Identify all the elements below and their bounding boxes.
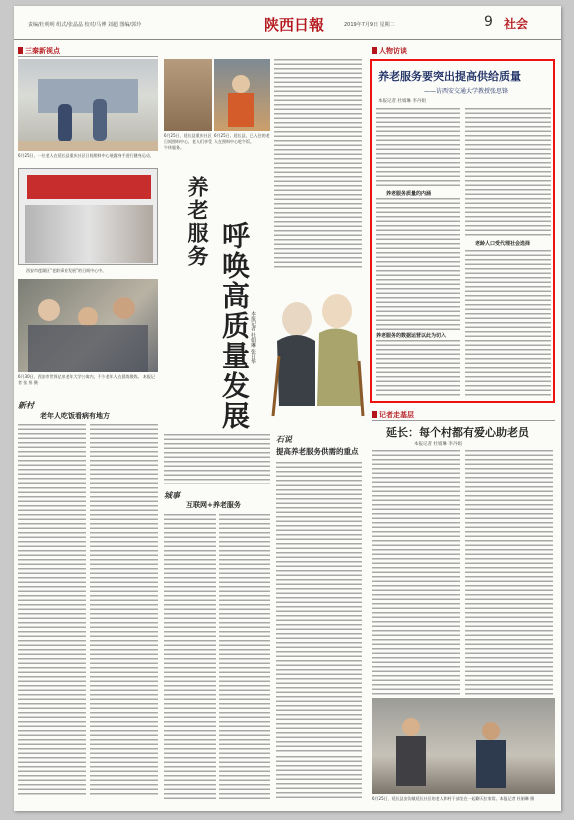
photo-gathering [18, 279, 158, 372]
article-title: 养老服务要突出提高供给质量 [378, 70, 521, 83]
photo-exercise [18, 59, 158, 151]
illustration-elderly-couple [269, 271, 367, 421]
bottom-text-a [372, 450, 460, 696]
caption-top-mid: 6月25日，延长县重庆社区日间照料中心，老人们享受午休服务。 [164, 133, 212, 150]
subhead-supply: 提高养老服务供需的重点 [276, 447, 359, 456]
section-name: 社会 [504, 17, 529, 31]
photo-village-chat [372, 698, 555, 794]
feature-title-right: 呼唤高质量发展 [218, 221, 251, 431]
channel-label-interview: 人物访谈 [372, 46, 407, 56]
page-number: 9 [484, 14, 493, 30]
rule [18, 56, 158, 57]
masthead-logo: 陕西日報 [264, 16, 325, 34]
newspaper-page [14, 6, 561, 811]
feature-intro-text [274, 59, 362, 269]
body-text-left-a [18, 424, 86, 796]
article-subtitle: ——访西安交通大学教授张思锋 [424, 88, 509, 95]
article-text-b2 [465, 250, 551, 398]
section-head-1: 养老服务质量的内涵 [386, 191, 432, 197]
feature-byline: 本报记者 杜娟琳 张日华 [250, 311, 256, 365]
bottom-title: 延长：每个村都有爱心助老员 [386, 426, 529, 439]
article-text-b1 [465, 108, 551, 238]
body-text-center-a [164, 434, 270, 484]
issue-date: 2019年7月9日 星期二 [344, 22, 395, 28]
body-text-center-d [276, 756, 362, 799]
bottom-caption: 6月25日，延长县安沟镇延长社区的老人和村干部坐在一起聊天拉家常。本报记者 杜娟琳 摄 [372, 796, 535, 801]
channel-label-reporter: 记者走基层 [372, 410, 414, 420]
kicker-city: 城事 [164, 491, 180, 500]
caption-4: 6月30日，西安市世界亿泉老年大学公寓内，不少老年人在晨练锻炼。 本报记者 张 彤 摄 [18, 374, 155, 385]
kicker-village: 新村 [18, 401, 34, 410]
article-text-a1 [376, 108, 460, 188]
editor-credits: 责编/杜明明 组式/张晶晶 校对/马博 刘超 图编/郭玲 [28, 22, 142, 28]
caption-3: 西安市莲湖区“老龄事业发展”的日间中心中。 [26, 268, 107, 273]
caption-1: 6月25日，一位老人在延长县重庆社区日间照料中心展露身手进行健身运动。 [18, 153, 154, 158]
body-text-center-right [276, 462, 362, 752]
photo-signboard [18, 168, 158, 265]
photo-lunch [214, 59, 270, 131]
kicker-stone: 石说 [276, 435, 292, 444]
rule [372, 420, 555, 421]
bottom-text-b [465, 450, 553, 696]
body-text-center-b [164, 514, 216, 799]
article-text-a2 [376, 198, 460, 330]
subhead-internet: 互联网+养老服务 [186, 501, 241, 509]
channel-label-left: 三秦新视点 [18, 46, 60, 56]
feature-title-left: 养老服务 [185, 176, 210, 268]
section-head-3: 老龄人口受代理社会选择 [475, 241, 531, 247]
caption-top-right: 6月25日，延长县，已入住的老人在照料中心吃午饭。 [214, 133, 270, 144]
body-text-center-c [219, 514, 270, 799]
page-header [14, 6, 561, 40]
section-head-2: 养老服务的数据运营以此为切入 [376, 333, 447, 339]
photo-nurse [164, 59, 212, 131]
body-text-left-b [90, 424, 158, 796]
article-text-a3 [376, 340, 460, 398]
article-byline: 本报记者 杜娟琳 李丹娟 [378, 99, 426, 104]
bottom-byline: 本报记者 杜娟琳 李丹娟 [414, 442, 462, 447]
subhead-village: 老年人吃饭看病有地方 [40, 412, 110, 420]
